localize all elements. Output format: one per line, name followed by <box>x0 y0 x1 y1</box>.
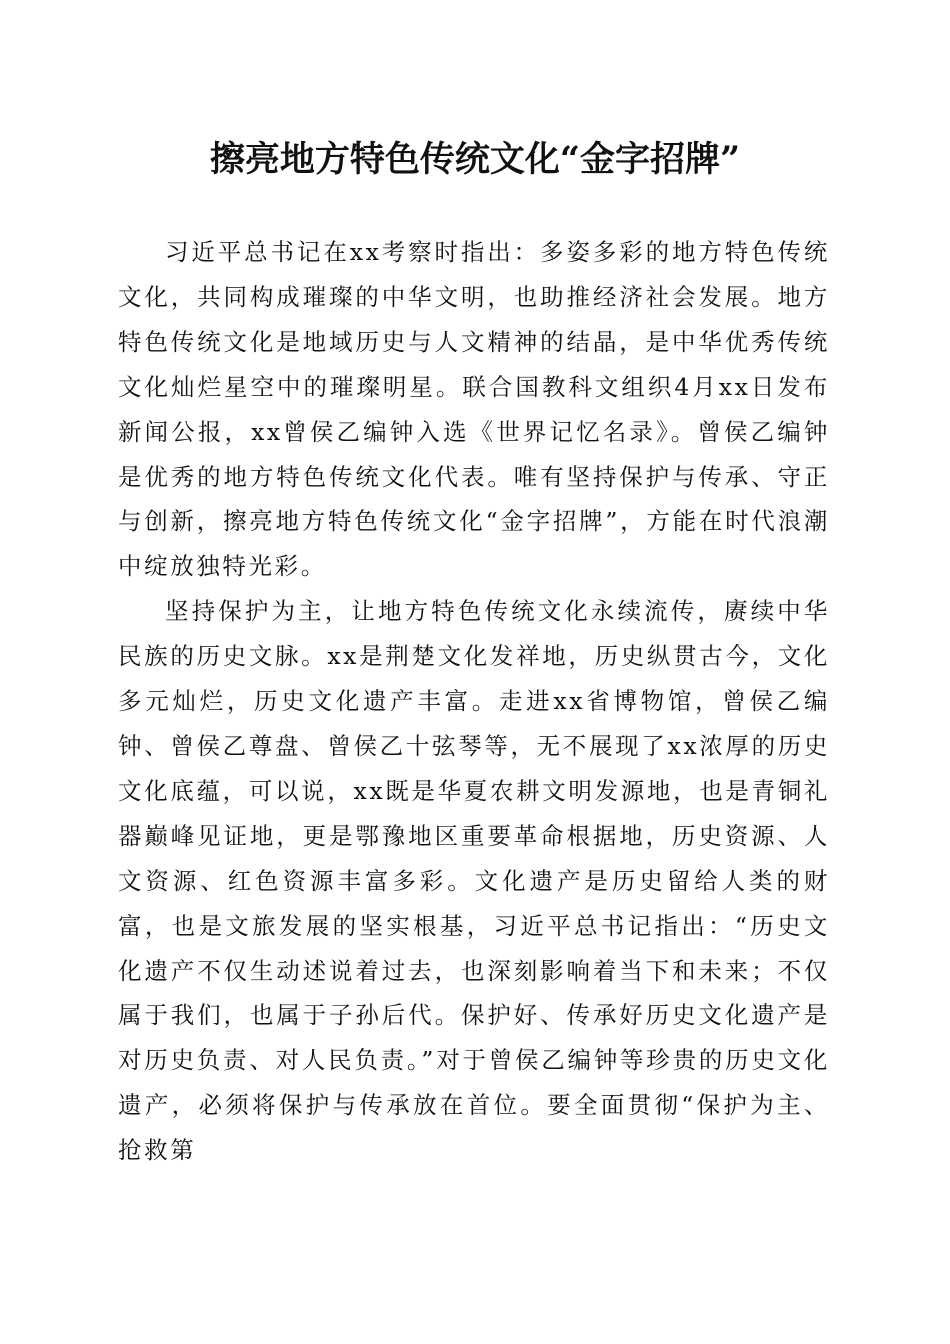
paragraph-2: 坚持保护为主，让地方特色传统文化永续流传，赓续中华民族的历史文脉。xx是荆楚文化发祥地，历史纵贯古今，文化多元灿烂，历史文化遗产丰富。走进xx省博物馆，曾侯乙编钟、曾侯乙尊盘、曾侯乙十弦琴等，无不展现了xx浓厚的历史文化底蕴，可以说，xx既是华夏农耕文明发源地，也是青铜礼器巅峰见证地，更是鄂豫地区重要革命根据地，历史资源、人文资源、红色资源丰富多彩。文化遗产是历史留给人类的财富，也是文旅发展的坚实根基，习近平总书记指出：“历史文化遗产不仅生动述说着过去，也深刻影响着当下和未来；不仅属于我们，也属于子孙后代。保护好、传承好历史文化遗产是对历史负责、对人民负责。”对于曾侯乙编钟等珍贵的历史文化遗产，必须将保护与传承放在首位。要全面贯彻“保护为主、抢救第 <box>118 597 830 1165</box>
document-title: 擦亮地方特色传统文化“金字招牌” <box>209 139 741 180</box>
paragraph-1: 习近平总书记在xx考察时指出：多姿多彩的地方特色传统文化，共同构成璀璨的中华文明，也助推经济社会发展。地方特色传统文化是地域历史与人文精神的结晶，是中华优秀传统文化灿烂星空中的璀璨明星。联合国教科文组织4月xx日发布新闻公报，xx曾侯乙编钟入选《世界记忆名录》。曾侯乙编钟是优秀的地方特色传统文化代表。唯有坚持保护与传承、守正与创新，擦亮地方特色传统文化“金字招牌”，方能在时代浪潮中绽放独特光彩。 <box>118 238 830 581</box>
document-body <box>118 230 830 1173</box>
